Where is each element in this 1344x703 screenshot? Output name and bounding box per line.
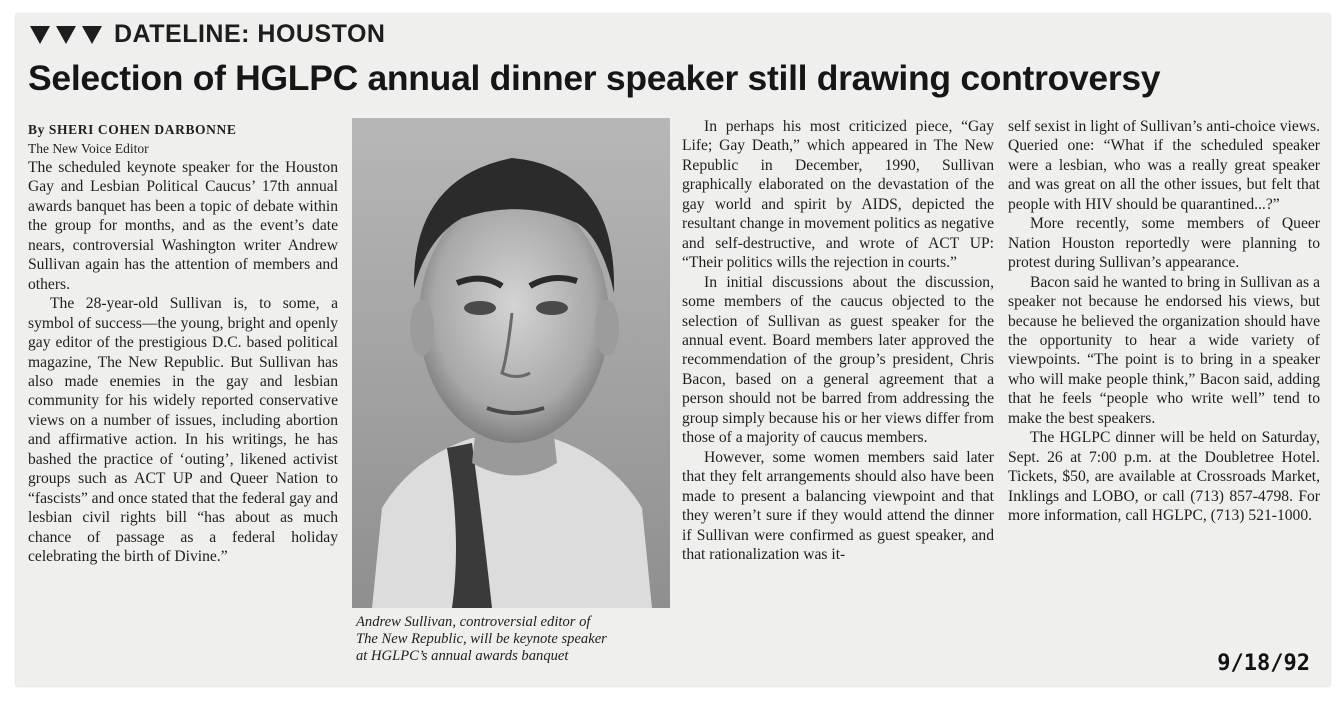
- article-column-3: [682, 117, 994, 564]
- paragraph: The scheduled keynote speaker for the Houston Gay and Lesbian Political Caucus’ 17th annual awards banquet has been a topic of debate within the group for months, and as the event’s date nears, controversial Washington writer Andrew Sullivan again has the attention of members and others.: [28, 159, 338, 293]
- paragraph: In initial discussions about the discussion, some members of the caucus objected to the selection of Sullivan as guest speaker for the annual event. Board members later approved the recommendation of the group’s president, Chris Bacon, based on a general agreement that a person should not be barred from addressing the group simply because his or her views differ from those of a majority of caucus members.: [682, 273, 994, 447]
- paragraph: The 28-year-old Sullivan is, to some, a symbol of success—the young, bright and openly gay editor of the prestigious D.C. based political magazine, The New Republic. But Sullivan has also made enemies in the gay and lesbian community for his widely reported conservative views on a number of issues, including abortion and affirmative action. In his writings, he has bashed the practice of ‘outing’, likened activist groups such as ACT UP and Queer Nation to “fascists” and once stated that the federal gay and lesbian civil rights bill “has about as much chance of passage as a federal holiday celebrating the birth of Divine.”: [28, 295, 339, 566]
- byline: By SHERI COHEN DARBONNE: [28, 122, 237, 137]
- dateline: [30, 20, 385, 49]
- headline: Selection of HGLPC annual dinner speaker still drawing controversy: [28, 58, 1161, 98]
- portrait-photo: [352, 118, 670, 608]
- caption-line: at HGLPC’s annual awards banquet: [356, 648, 569, 664]
- byline-title: The New Voice Editor: [28, 141, 149, 156]
- paragraph: Bacon said he wanted to bring in Sullivan as a speaker not because he endorsed his views, but because he believed the organization should have the opportunity to hear a wide variety of viewpoints. “The point is to bring in a speaker who will make people think,” Bacon said, adding that he feels “people who write well” tend to make the best speakers.: [1008, 273, 1320, 427]
- triangle-bullets-icon: [30, 26, 102, 44]
- paragraph: The HGLPC dinner will be held on Saturday, Sept. 26 at 7:00 p.m. at the Doubletree Hotel. Tickets, $50, are available at Crossroads Market, Inklings and LOBO, or call (713) 857-4798. For more information, call HGLPC, (713) 521-1000.: [1008, 429, 1320, 525]
- paragraph: self sexist in light of Sullivan’s anti-choice views. Queried one: “What if the scheduled speaker were a lesbian, who was a really great speaker and was great on all the other issues, but felt that people with HIV should be quarantined...?”: [1008, 118, 1320, 213]
- caption-line: The New Republic, will be keynote speaker: [356, 631, 607, 647]
- paragraph: In perhaps his most criticized piece, “Gay Life; Gay Death,” which appeared in The New Republic in December, 1990, Sullivan graphically elaborated on the devastation of the gay world and spirit by AIDS, depicted the resultant change in movement politics as negative and self-destructive, and wrote of ACT UP: “Their politics wills the rejection in courts.”: [682, 118, 994, 272]
- photo-caption: [356, 614, 671, 665]
- article-column-1: [28, 120, 338, 567]
- newspaper-clipping: [16, 14, 1330, 686]
- dateline-text: DATELINE: HOUSTON: [114, 20, 386, 48]
- article-column-4: [1008, 117, 1320, 526]
- portrait-image: [352, 118, 670, 608]
- date-stamp: 9/18/92: [1217, 651, 1310, 676]
- caption-line: Andrew Sullivan, controversial editor of: [356, 614, 591, 630]
- paragraph: However, some women members said later that they felt arrangements should also have been made to present a balancing viewpoint and that they weren’t sure if they would attend the dinner if Sullivan were confirmed as guest speaker, and that rationalization was it-: [682, 448, 994, 563]
- paragraph: More recently, some members of Queer Nation Houston reportedly were planning to protest during Sullivan’s appearance.: [1008, 215, 1320, 272]
